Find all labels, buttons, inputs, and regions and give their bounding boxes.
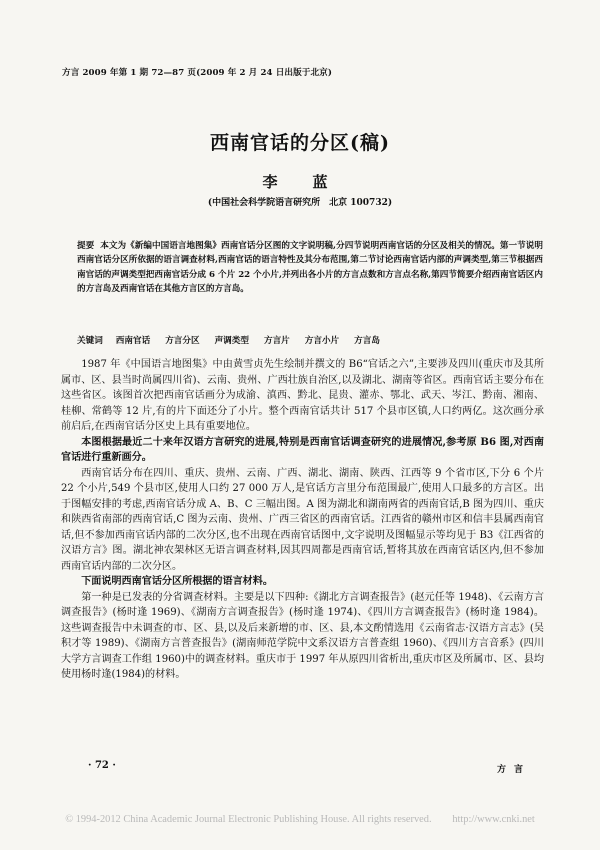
body-paragraph: 下面说明西南官话分区所根据的语言材料。: [81, 576, 273, 587]
keywords: [77, 334, 543, 346]
citation-header: 方言 2009 年第 1 期 72—87 页(2009 年 2 月 24 日出版于北京): [62, 68, 333, 78]
body-paragraph: 本图根据最近二十来年汉语方言研究的进展,特别是西南官话调查研究的进展情况,参考原 B6 图,对西南官话进行重新画分。: [61, 436, 544, 463]
keyword: 方言片: [263, 336, 290, 346]
journal-name-footer: 方言: [497, 765, 532, 775]
abstract: [77, 239, 543, 297]
body-paragraph: 西南官话分布在四川、重庆、贵州、云南、广西、湖北、湖南、陕西、江西等 9 个省市区,下分 6 个片 22 个小片,549 个县市区,使用人口约 27 000 万人,是官话方言里分布范围最广,使用人口最多的方言区。出于图幅安排的考虑,西南官话分成 A、B、C 三幅出图。A 图为湖北和湖南两省的西南官话,B 图为四川、重庆和陕西省南部的西南官话,C 图为云南、贵州、广西三省区的西南官话。江西省的赣州市区和信丰县属西南官话,但不参加西南官话内部的二次分区,也不出现在西南官话图中,文字说明及图幅显示等均见于 B3《江西省的汉语方言》图。湖北神农架林区无语言调查材料,因其四周都是西南官话,暂将其放在西南官话区内,但不参加西南官话内部的二次分区。: [61, 467, 544, 572]
author-affiliation: (中国社会科学院语言研究所 北京 100732): [207, 198, 393, 208]
article-title: 西南官话的分区(稿): [210, 132, 390, 154]
abstract-text: 本文为《新编中国语言地图集》西南官话分区图的文字说明稿,分四节说明西南官话的分区及相关的情况。第一节说明西南官话分区所依据的语言调查材料,西南官话的语言特性及其分布范围,第二节讨论西南官话内部的声调类型,第三节根据西南官话的声调类型把西南官话分成 6 个片 22 个小片,并列出各小片的方言点数和方言点名称,第四节简要介绍西南官话区内的方言岛及西南官话在其他方言区的方言岛。: [77, 241, 543, 295]
abstract-label: 提要: [77, 241, 95, 251]
keywords-label: 关键词: [77, 336, 103, 346]
author-name: 李 蓝: [262, 173, 338, 191]
keyword: 方言小片: [304, 336, 340, 346]
keyword: 西南官话: [115, 336, 151, 346]
body-paragraph: 第一种是已发表的分省调查材料。主要是以下四种:《湖北方言调查报告》(赵元任等 1948)、《云南方言调查报告》(杨时逢 1969)、《湖南方言调查报告》(杨时逢 1974)、《四川方言调查报告》(杨时逢 1984)。这些调查报告中未调查的市、区、县,以及后来新增的市、区、县,本文酌情选用《云南省志·汉语方言志》(吴积才等 1989)、《湖南方言普查报告》(湖南师范学院中文系汉语方言普查组 1960)、《四川方言音系》(四川大学方言调查工作组 1960)中的调查材料。重庆市于 1997 年从原四川省析出,重庆市区及所属市、区、县均使用杨时逢(1984)的材料。: [61, 591, 544, 680]
article-body: [61, 357, 544, 683]
copyright-watermark: © 1994-2012 China Academic Journal Electronic Publishing House. All rights reserved. http://www.cnki.net: [65, 814, 535, 825]
page-number: · 72 ·: [88, 760, 116, 771]
keyword: 方言岛: [354, 336, 380, 346]
body-paragraph: 1987 年《中国语言地图集》中由黄雪贞先生绘制并撰文的 B6“官话之六”,主要涉及四川(重庆市及其所属市、区、县当时尚属四川省)、云南、贵州、广西壮族自治区,以及湖北、湖南等省区。西南官话主要分布在这些省区。该图首次把西南官话画分为成渝、滇西、黔北、昆贵、灌赤、鄂北、武天、岑江、黔南、湘南、桂柳、常鹤等 12 片,有的片下面还分了小片。整个西南官话共计 517 个县市区镇,人口约两亿。这次画分承前启后,在西南官话分区史上具有重要地位。: [61, 359, 544, 432]
keyword: 方言分区: [165, 336, 200, 346]
keyword: 声调类型: [214, 336, 249, 346]
